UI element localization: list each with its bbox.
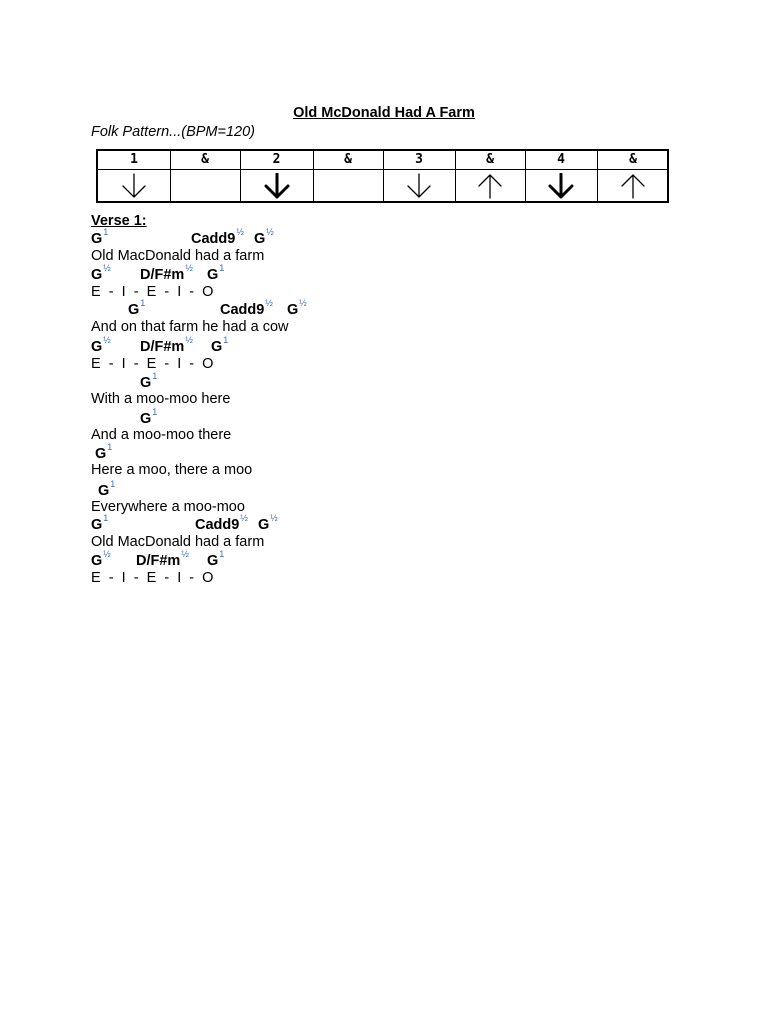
chord-name: G: [91, 266, 103, 283]
chord-beat-count: ½: [103, 549, 111, 559]
lyric-line: And a moo-moo there: [91, 427, 232, 443]
chord-symbol: [136, 551, 189, 569]
chord-beat-count: 1: [152, 371, 158, 381]
chord-symbol: [207, 551, 224, 569]
chord-name: D/F#m: [140, 338, 185, 355]
chord-symbol: [220, 300, 273, 318]
chord-symbol: [128, 300, 145, 318]
chord-symbol: [287, 300, 307, 318]
chord-beat-count: ½: [299, 298, 307, 308]
chord-beat-count: ½: [181, 549, 189, 559]
beat-label: &: [629, 152, 637, 167]
chord-beat-count: ½: [270, 513, 278, 523]
strum-up-arrow-icon: [477, 173, 503, 199]
chord-name: G: [207, 552, 219, 569]
chord-name: D/F#m: [136, 552, 181, 569]
beat-label: &: [201, 152, 209, 167]
chord-name: Cadd9: [191, 230, 236, 247]
chord-beat-count: ½: [240, 513, 248, 523]
chord-beat-count: ½: [185, 263, 193, 273]
chord-beat-count: ½: [266, 227, 274, 237]
chord-symbol: [91, 265, 111, 283]
chord-beat-count: ½: [103, 263, 111, 273]
chord-name: G: [95, 445, 107, 462]
chord-name: G: [91, 552, 103, 569]
chord-symbol: [91, 337, 111, 355]
beat-label: &: [486, 152, 494, 167]
lyric-line: Old MacDonald had a farm: [91, 248, 265, 264]
beat-label: 2: [272, 152, 281, 167]
chord-symbol: [191, 229, 244, 247]
chord-symbol: [91, 229, 108, 247]
verse-label: Verse 1:: [91, 213, 147, 229]
chord-name: G: [91, 516, 103, 533]
chord-beat-count: 1: [152, 407, 158, 417]
chord-symbol: [211, 337, 228, 355]
strum-pattern-subtitle: Folk Pattern...(BPM=120): [91, 124, 255, 140]
chord-symbol: [91, 551, 111, 569]
chord-symbol: [140, 265, 193, 283]
lyric-line: And on that farm he had a cow: [91, 319, 289, 335]
song-title: Old McDonald Had A Farm: [293, 105, 475, 121]
chord-symbol: [98, 481, 115, 499]
chord-beat-count: 1: [140, 298, 146, 308]
lyric-line: E - I - E - I - O: [91, 284, 214, 300]
chord-name: G: [91, 338, 103, 355]
chord-name: G: [98, 482, 110, 499]
chord-beat-count: ½: [236, 227, 244, 237]
chord-name: G: [140, 410, 152, 427]
chord-symbol: [254, 229, 274, 247]
chord-beat-count: ½: [265, 298, 273, 308]
beat-label: 1: [130, 152, 138, 167]
strum-down-arrow-icon: [121, 173, 147, 199]
chord-symbol: [95, 444, 112, 462]
lyric-line: With a moo-moo here: [91, 391, 231, 407]
chord-symbol: [258, 515, 278, 533]
chord-beat-count: 1: [223, 335, 229, 345]
lyric-line: Everywhere a moo-moo: [91, 499, 245, 515]
chord-name: G: [287, 301, 299, 318]
strum-up-arrow-icon: [620, 173, 646, 199]
strum-down-arrow-icon: [406, 173, 432, 199]
chord-beat-count: 1: [219, 549, 225, 559]
lyric-line: Old MacDonald had a farm: [91, 534, 265, 550]
strum-down-arrow-icon: [264, 173, 290, 199]
strum-pattern-table: [96, 149, 669, 203]
chord-name: G: [128, 301, 140, 318]
lyric-line: E - I - E - I - O: [91, 356, 214, 372]
beat-label: 4: [557, 152, 565, 167]
chord-symbol: [140, 409, 157, 427]
chord-symbol: [195, 515, 248, 533]
chord-beat-count: 1: [219, 263, 225, 273]
chord-beat-count: ½: [185, 335, 193, 345]
chord-beat-count: ½: [103, 335, 111, 345]
chord-symbol: [140, 337, 193, 355]
chord-beat-count: 1: [103, 227, 109, 237]
chord-name: G: [211, 338, 223, 355]
chord-name: G: [254, 230, 266, 247]
beat-label: &: [344, 152, 352, 167]
chord-name: D/F#m: [140, 266, 185, 283]
chord-name: G: [91, 230, 103, 247]
chord-beat-count: 1: [110, 479, 116, 489]
beat-label: 3: [415, 152, 423, 167]
chord-name: G: [207, 266, 219, 283]
lyric-line: E - I - E - I - O: [91, 570, 214, 586]
chord-name: G: [258, 516, 270, 533]
chord-symbol: [91, 515, 108, 533]
chord-name: G: [140, 374, 152, 391]
chord-beat-count: 1: [103, 513, 109, 523]
strum-down-arrow-icon: [548, 173, 574, 199]
chord-symbol: [207, 265, 224, 283]
chord-symbol: [140, 373, 157, 391]
chord-name: Cadd9: [195, 516, 240, 533]
chord-name: Cadd9: [220, 301, 265, 318]
lyric-line: Here a moo, there a moo: [91, 462, 253, 478]
chord-beat-count: 1: [107, 442, 113, 452]
